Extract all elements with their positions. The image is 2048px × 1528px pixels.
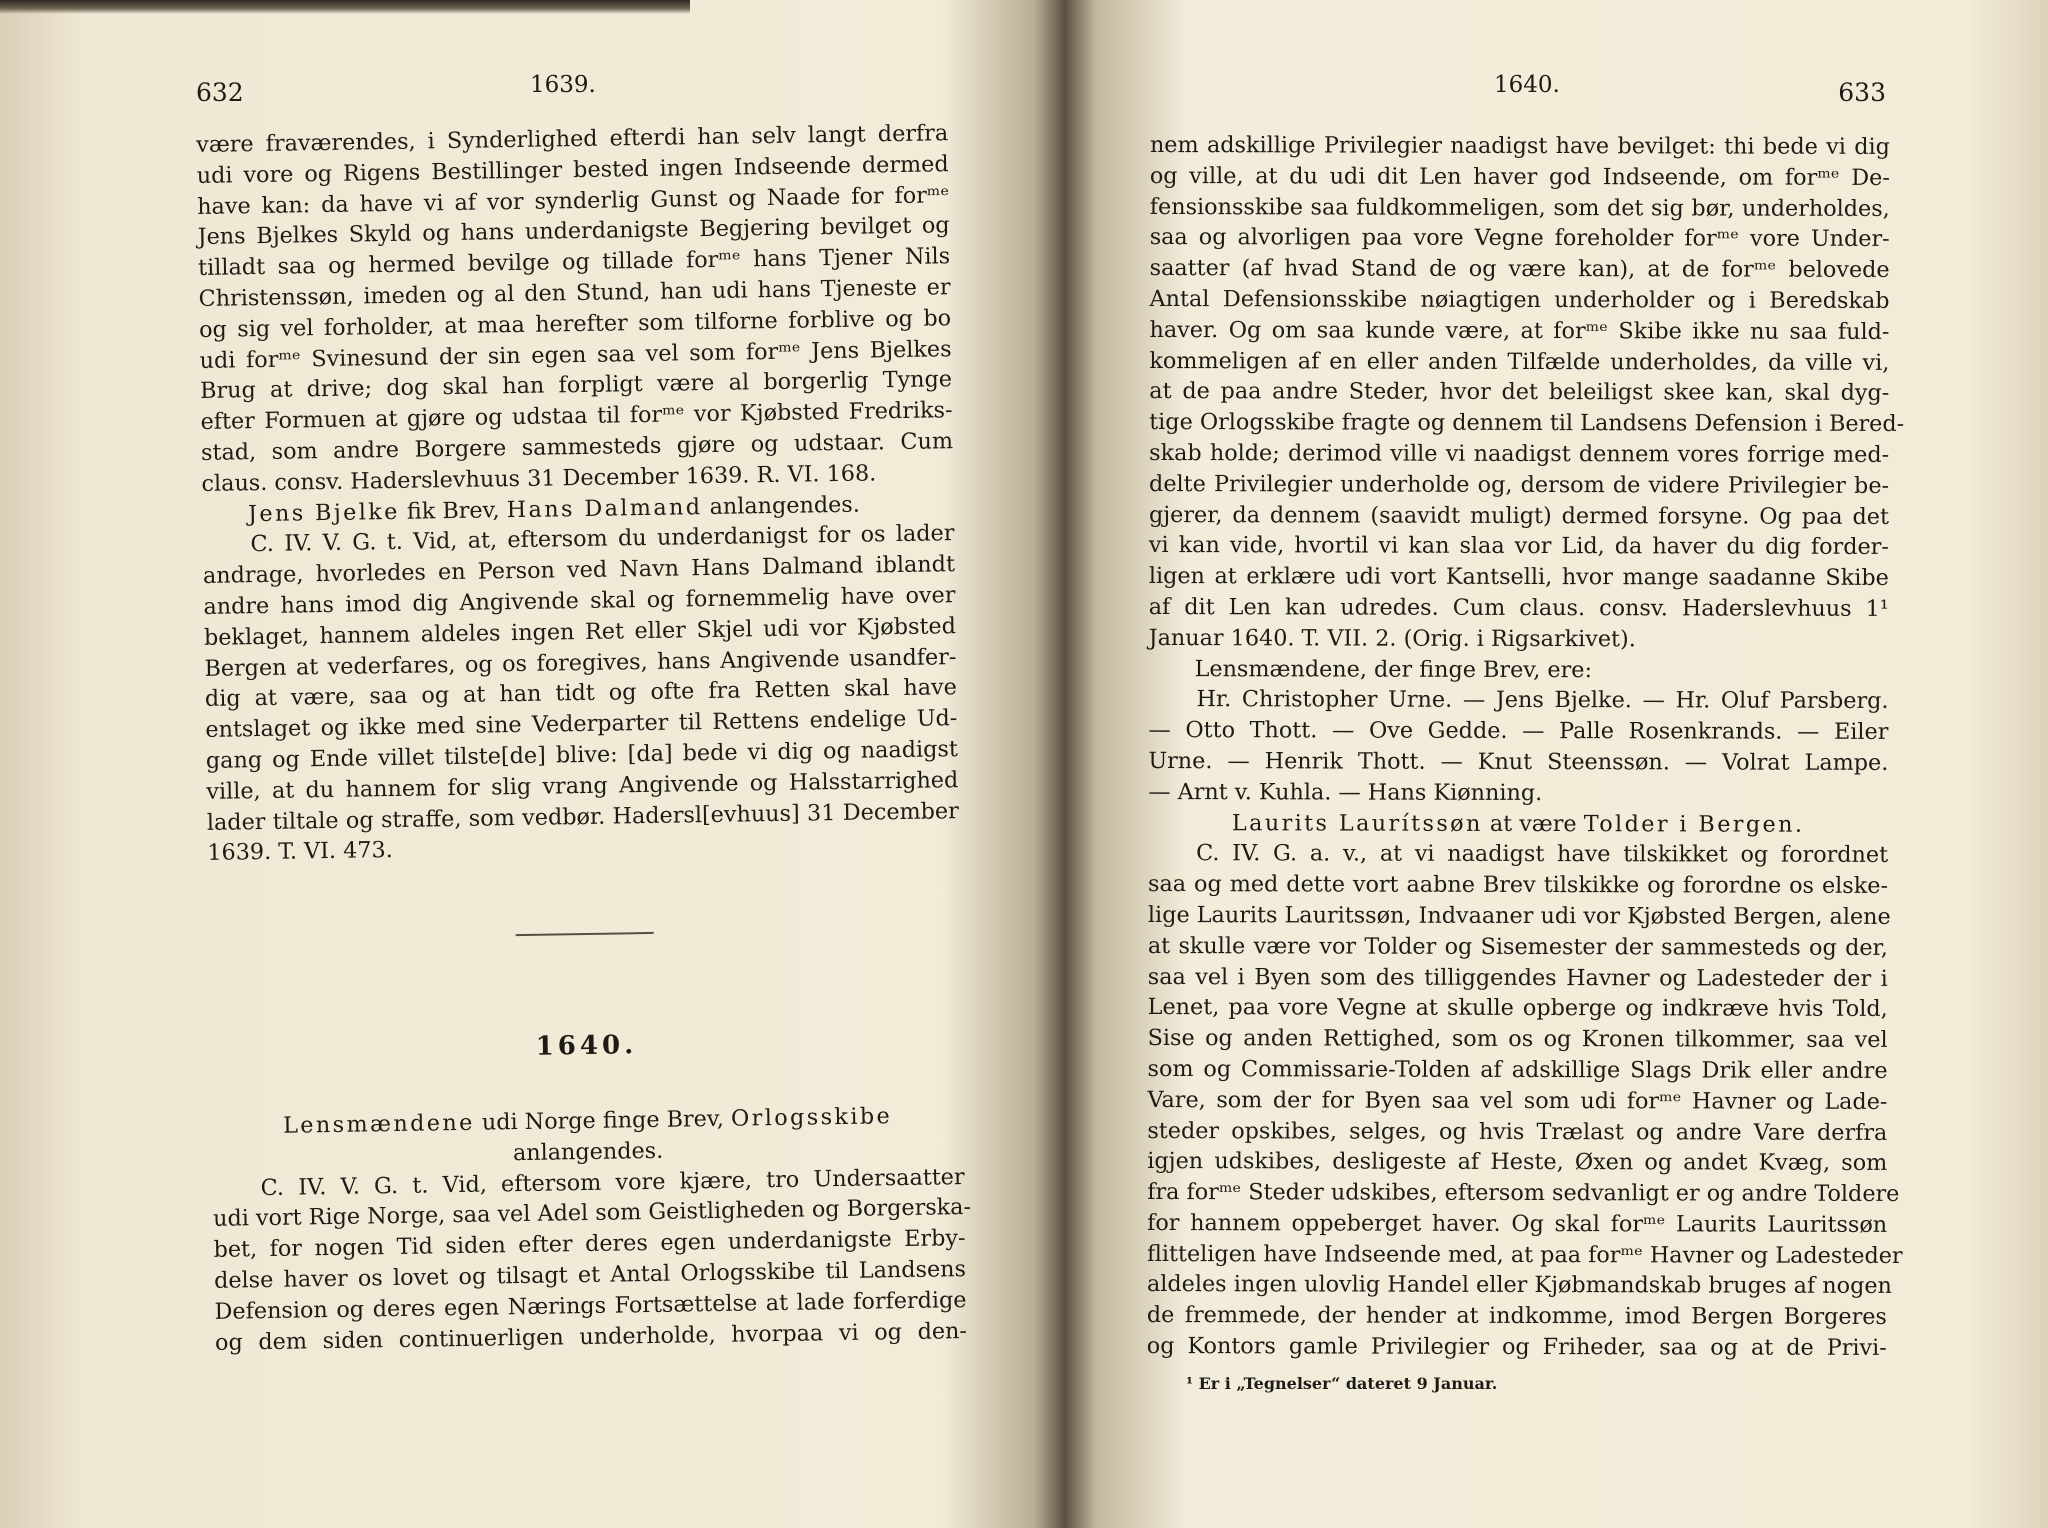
left-page-body (196, 118, 972, 1358)
text-line: flitteligen have Indseende med, at paa forᵐᵉ Havner og Ladesteder (1147, 1240, 1903, 1269)
right-running-head (1150, 72, 1890, 118)
text-line: være fraværendes, i Synderlighed efterdi han selv langt derfra (196, 120, 949, 158)
text-line: og ville, at du udi dit Len haver god Indseende, om forᵐᵉ De- (1149, 162, 1890, 191)
left-paragraph-3 (212, 1162, 972, 1359)
right-page (1146, 0, 1905, 1528)
heading-text: udi Norge finge Brev, (474, 1105, 732, 1136)
text-line: efter Formuen at gjøre og udstaa til forᵐᵉ vor Kjøbsted Fredriks- (200, 397, 953, 436)
section-gap (208, 857, 961, 939)
heading-spaced-name: Lensmændene (282, 1109, 475, 1139)
left-paragraph-1 (196, 118, 954, 499)
right-running-year: 1640. (1494, 72, 1560, 98)
text-line: lige Laurits Lauritssøn, Indvaaner udi vor Kjøbsted Bergen, alene (1147, 901, 1891, 930)
left-page (196, 0, 972, 1528)
text-line: C. IV. G. a. v., at vi naadigst have tilskikket og forordnet (1196, 840, 1889, 869)
text-line: andre hans imod dig Angivende skal og fornemmelig have over (203, 582, 956, 620)
text-line: Urne. — Henrik Thott. — Knut Steenssøn. — Volrat Lampe. (1148, 747, 1889, 776)
text-line: tilladt saa og hermed bevilge og tillade forᵐᵉ hans Tjener Nils (197, 243, 951, 282)
text-line: dig at være, saa og at han tidt og ofte fra Retten skal have (204, 674, 958, 713)
right-paragraph-1 (1148, 130, 1905, 655)
text-line: Christenssøn, imeden og al den Stund, han udi hans Tjeneste er (198, 274, 951, 312)
text-line: stad, som andre Borgere sammesteds gjøre og udstaar. Cum (200, 428, 954, 466)
text-line: fra forᵐᵉ Steder udskibes, eftersom sedvanligt er og andre Toldere (1147, 1179, 1900, 1208)
heading-spaced-name: Laurits Laurítssøn (1231, 809, 1483, 837)
right-page-number: 633 (1838, 78, 1886, 107)
text-line: Bergen at vederfares, og os foregives, hans Angivende usandfer- (204, 643, 957, 682)
text-line: delte Privilegier underholde og, dersom de videre Privilegier be- (1149, 470, 1890, 499)
text-line: beklaget, hannem aldeles ingen Ret eller Skjel udi vor Kjøbsted (203, 612, 957, 651)
heading-text: anlangendes. (702, 491, 861, 520)
text-line: udi forᵐᵉ Svinesund der sin egen saa vel som forᵐᵉ Jens Bjelkes (199, 335, 952, 374)
text-line: Antal Defensionsskibe nøiagtigen underholder og i Beredskab (1149, 285, 1890, 314)
heading-spaced-name: Orlogsskibe (730, 1103, 893, 1132)
text-line: ville, at du hannem for slig vrang Angivende og Halsstarrighed (206, 766, 959, 805)
text-line: saatter (af hvad Stand de og være kan), at de forᵐᵉ belovede (1149, 255, 1890, 284)
text-line: — Arnt v. Kuhla. — Hans Kiønning. (1148, 778, 1543, 806)
text-line: C. IV. V. G. t. Vid, at, eftersom du underdanigst for os lader (250, 520, 955, 558)
text-line: udi vort Rige Norge, saa vel Adel som Geistligheden og Borgerska- (212, 1194, 972, 1233)
lensmaend-intro: Lensmændene, der finge Brev, ere: (1194, 655, 1593, 683)
text-line: fensionsskibe saa fuldkommeligen, som det sig bør, underholdes, (1149, 193, 1890, 222)
text-line: Defension og deres egen Nærings Fortsættelse at lade forferdige (214, 1286, 967, 1325)
text-line: lader tiltale og straffe, som vedbør. Hadersl[evhuus] 31 December (206, 797, 959, 836)
text-line: saa og alvorligen paa vore Vegne foreholder forᵐᵉ vore Under- (1149, 224, 1890, 253)
left-running-year: 1639. (530, 72, 596, 98)
heading-spaced-name: Jens Bjelke (247, 498, 400, 527)
text-line: have kan: da have vi af vor synderlig Gunst og Naade for forᵐᵉ (196, 181, 950, 220)
text-line: at skulle være vor Tolder og Sisemester der sammesteds og der, (1147, 932, 1888, 961)
text-line: nem adskillige Privilegier naadigst have bevilget: thi bede vi dig (1149, 132, 1890, 160)
text-line: Brug at drive; dog skal han forpligt være al borgerlig Tynge (199, 366, 953, 405)
text-line: saa vel i Byen som des tilliggendes Havner og Ladesteder der i (1147, 963, 1888, 992)
left-page-number: 632 (196, 78, 244, 107)
text-line: af dit Len kan udredes. Cum claus. consv. Haderslevhuus 1¹ (1148, 593, 1889, 622)
footnote: ¹ Er i „Tegnelser“ dateret 9 Januar. (1186, 1374, 1498, 1393)
text-line: udi vore og Rigens Bestillinger bested ingen Indseende dermed (196, 150, 949, 189)
text-line: og sig vel forholder, at maa herefter som tilforne forblive og bo (198, 304, 952, 343)
text-line: 1639. T. VI. 473. (207, 837, 393, 867)
section-heading-laurits (1148, 808, 1888, 841)
text-line: claus. consv. Haderslevhuus 31 December 1639. R. VI. 168. (201, 460, 877, 497)
text-line: ligen at erklære udi vort Kantselli, hvor mange saadanne Skibe (1148, 563, 1889, 592)
heading-text: at være (1482, 810, 1584, 837)
text-line: Sise og anden Rettighed, som os og Kronen tilkommer, saa vel (1147, 1025, 1888, 1054)
text-line: — Otto Thott. — Ove Gedde. — Palle Rosenkrands. — Eiler (1148, 717, 1889, 746)
text-line: de fremmede, der hender at indkomme, imod Bergen Borgeres (1146, 1302, 1887, 1331)
text-line: haver. Og om saa kunde være, at forᵐᵉ Skibe ikke nu saa fuld- (1149, 316, 1890, 345)
text-line: som og Commissarie-Tolden af adskillige Slags Drik eller andre (1147, 1055, 1888, 1084)
year-heading: 1640. (535, 1030, 638, 1062)
text-line: aldeles ingen ulovlig Handel eller Kjøbmandskab bruges af nogen (1146, 1271, 1892, 1300)
text-line: Januar 1640. T. VII. 2. (Orig. i Rigsarkivet). (1148, 624, 1636, 653)
text-line: og Kontors gamle Privilegier og Friheder, saa og at de Privi- (1146, 1333, 1887, 1362)
text-line: steder opskibes, selges, og hvis Trælast og andre Vare derfra (1147, 1117, 1888, 1146)
text-line: at de paa andre Steder, hvor det beleiligst skee kan, skal dyg- (1149, 378, 1890, 407)
right-paragraph-2 (1146, 838, 1903, 1363)
text-line: entslaget og ikke med sine Vederparter til Rettens endelige Ud- (205, 705, 958, 744)
lensmaend-list (1148, 684, 1888, 809)
heading-spaced-name: Tolder i Bergen. (1583, 810, 1805, 838)
text-line: andrage, hvorledes en Person ved Navn Hans Dalmand iblandt (202, 551, 956, 590)
text-line: Vare, som der for Byen saa vel som udi forᵐᵉ Havner og Lade- (1147, 1086, 1888, 1115)
heading-continuation: anlangendes. (512, 1137, 664, 1166)
text-line: bet, for nogen Tid siden efter deres egen underdanigste Erby- (213, 1225, 966, 1263)
text-line: skab holde; derimod ville vi naadigst dennem vores forrige med- (1149, 439, 1890, 468)
text-line: vi kan vide, hvortil vi kan slaa vor Lid, da haver du dig forder- (1148, 532, 1889, 561)
text-line: gang og Ende villet tilste[de] blive: [da] bede vi dig og naadigst (205, 736, 959, 774)
text-line: C. IV. V. G. t. Vid, eftersom vore kjære, tro Undersaatter (260, 1163, 965, 1201)
text-line: for hannem oppeberget haver. Og skal forᵐᵉ Laurits Lauritssøn (1147, 1209, 1888, 1238)
left-paragraph-2 (202, 518, 959, 869)
text-line: og dem siden continuerligen underholde, hvorpaa vi og den- (214, 1317, 968, 1356)
text-line: Jens Bjelkes Skyld og hans underdanigste Begjering bevilget og (197, 212, 950, 251)
text-line: saa og med dette vort aabne Brev tilskikke og forordne os elske- (1147, 871, 1889, 900)
text-line: tige Orlogsskibe fragte og dennem til Landsens Defension i Bered- (1149, 409, 1905, 438)
right-page-body (1146, 130, 1905, 1364)
text-line: Lenet, paa vore Vegne at skulle opberge og indkræve hvis Told, (1147, 994, 1888, 1023)
text-line: delse haver os lovet og tilsagt et Antal Orlogsskibe til Landsens (213, 1255, 967, 1294)
heading-spaced-name: Hans Dalmand (506, 493, 703, 523)
text-line: kommeligen af en eller anden Tilfælde underholdes, da ville vi, (1149, 347, 1890, 376)
left-running-head (196, 72, 948, 118)
text-line: igjen udskibes, desligeste af Heste, Øxen og andet Kvæg, som (1147, 1148, 1888, 1177)
text-line: gjerer, da dennem (saavidt muligt) dermed forsyne. Og paa det (1148, 501, 1890, 530)
heading-text: fik Brev, (399, 496, 507, 525)
text-line: Hr. Christopher Urne. — Jens Bjelke. — Hr. Oluf Parsberg. (1196, 686, 1889, 715)
